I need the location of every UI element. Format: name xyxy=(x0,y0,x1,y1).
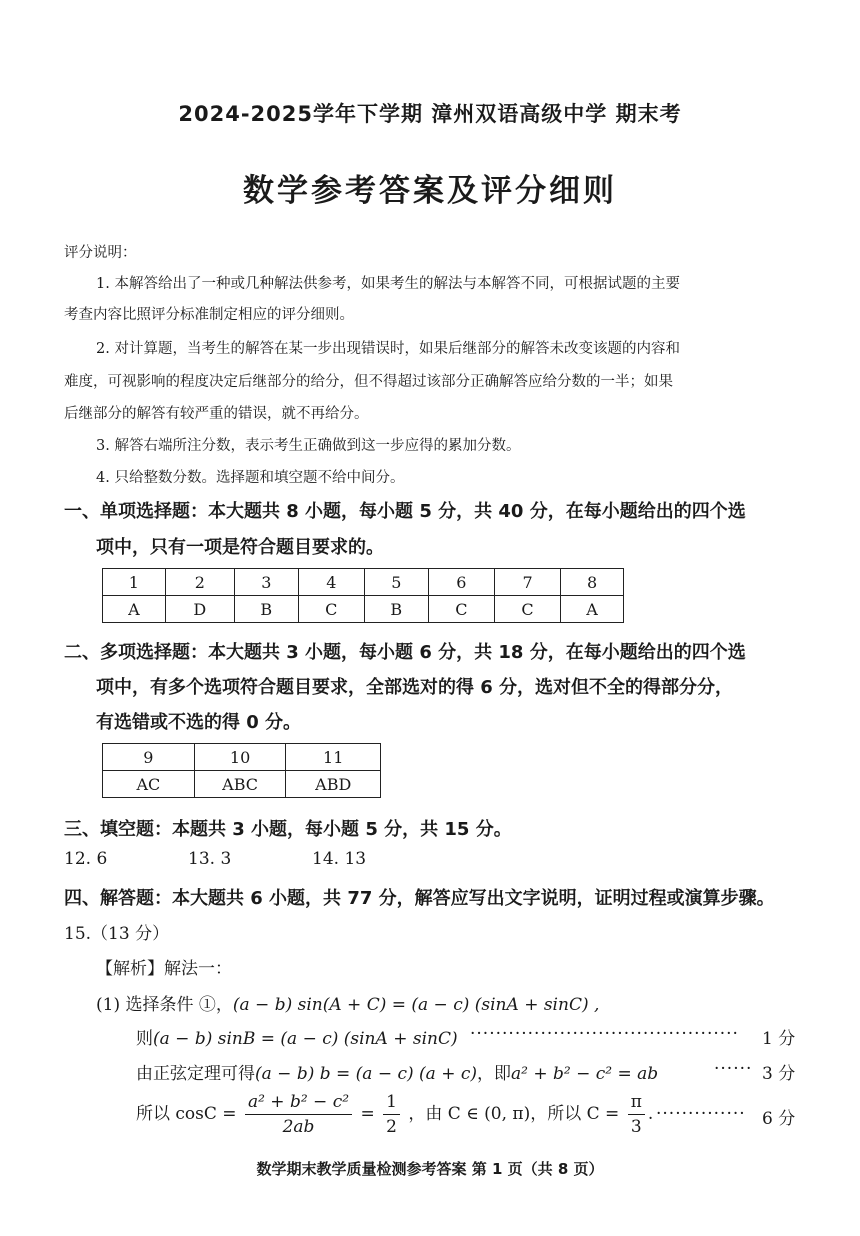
step-text: . xyxy=(647,1104,654,1124)
formula: (a − b) b = (a − c) (a + c) xyxy=(255,1064,478,1084)
answer-cell: C xyxy=(494,596,560,623)
section2-number-row xyxy=(103,744,381,771)
note-2a: 2. 对计算题，当考生的解答在某一步出现错误时，如果后继部分的解答未改变该题的内容和 xyxy=(96,341,680,357)
note-1a: 1. 本解答给出了一种或几种解法供参考，如果考生的解法与本解答不同，可根据试题的主要 xyxy=(96,276,680,292)
question-number: 3 xyxy=(234,569,298,596)
dot-leader: ·············· xyxy=(656,1104,746,1124)
question-number: 8 xyxy=(561,569,624,596)
section3-heading: 三、填空题：本题共 3 小题，每小题 5 分，共 15 分。 xyxy=(64,819,512,840)
question-number: 6 xyxy=(428,569,494,596)
formula: (a − b) sin(A + C) = (a − c) (sinA + sinC) , xyxy=(232,995,600,1015)
fraction-numerator: π xyxy=(628,1090,645,1115)
step-text: 所以 cosC = xyxy=(136,1104,237,1124)
notes-heading: 评分说明： xyxy=(64,245,137,261)
fraction-numerator: 1 xyxy=(383,1090,400,1115)
answer-cell: C xyxy=(298,596,364,623)
question-15-label: 15.（13 分） xyxy=(64,924,170,944)
dot-leader: ······ xyxy=(714,1059,753,1079)
answer-cell: B xyxy=(234,596,298,623)
solution-label: 【解析】解法一： xyxy=(96,959,232,979)
section1-heading-line1: 一、单项选择题：本大题共 8 小题，每小题 5 分，共 40 分，在每小题给出的四个选 xyxy=(64,501,746,522)
fraction-cosine xyxy=(245,1090,352,1139)
section2-heading-line1: 二、多项选择题：本大题共 3 小题，每小题 6 分，共 18 分，在每小题给出的四个选 xyxy=(64,642,746,663)
question-number: 4 xyxy=(298,569,364,596)
section1-heading-line2: 项中，只有一项是符合题目要求的。 xyxy=(96,537,384,558)
step-text: (1) 选择条件 ①， xyxy=(96,995,233,1015)
answer-cell: B xyxy=(364,596,428,623)
score-3: 3 分 xyxy=(762,1064,796,1084)
step-text: ，即 xyxy=(477,1064,512,1084)
section2-answer-row xyxy=(103,771,381,798)
score-6: 6 分 xyxy=(762,1109,796,1129)
question-number: 7 xyxy=(494,569,560,596)
note-2b: 难度，可视影响的程度决定后继部分的给分，但不得超过该部分正确解答应给分数的一半；如果 xyxy=(64,374,673,390)
question-number: 5 xyxy=(364,569,428,596)
answer-14: 14. 13 xyxy=(312,849,367,869)
section2-heading-line2: 项中，有多个选项符合题目要求，全部选对的得 6 分，选对但不全的得部分分， xyxy=(96,677,734,698)
fraction-denominator: 2 xyxy=(386,1117,397,1137)
answer-cell: ABD xyxy=(286,771,381,798)
note-2c: 后继部分的解答有较严重的错误，就不再给分。 xyxy=(64,406,369,422)
step-text: 由正弦定理可得 xyxy=(136,1064,255,1084)
equals-sign: = xyxy=(360,1104,375,1124)
fraction-denominator: 3 xyxy=(630,1117,642,1137)
note-1b: 考查内容比照评分标准制定相应的评分细则。 xyxy=(64,307,354,323)
fraction-numerator: a² + b² − c² xyxy=(245,1090,352,1115)
solution-step-4 xyxy=(136,1090,653,1139)
answer-cell: AC xyxy=(103,771,195,798)
answer-cell: A xyxy=(561,596,624,623)
section4-heading: 四、解答题：本大题共 6 小题，共 77 分，解答应写出文字说明，证明过程或演算步骤。 xyxy=(64,888,775,909)
question-number: 9 xyxy=(103,744,195,771)
question-number: 10 xyxy=(194,744,286,771)
answer-cell: C xyxy=(428,596,494,623)
fraction-half xyxy=(383,1090,400,1139)
step-text: 则 xyxy=(136,1029,153,1049)
fraction-denominator: 2ab xyxy=(282,1117,315,1137)
section2-answer-table xyxy=(102,743,381,798)
page-footer: 数学期末教学质量检测参考答案 第 1 页（共 8 页） xyxy=(256,1160,604,1178)
question-number: 11 xyxy=(286,744,381,771)
answer-cell: D xyxy=(165,596,234,623)
answer-cell: A xyxy=(103,596,166,623)
section1-answer-row xyxy=(103,596,624,623)
fraction-pi-third xyxy=(628,1090,645,1139)
dot-leader: ·········································· xyxy=(470,1024,739,1044)
step-text: ，由 C ∈ (0, π)，所以 C = xyxy=(408,1104,620,1124)
answer-cell: ABC xyxy=(194,771,286,798)
section2-heading-line3: 有选错或不选的得 0 分。 xyxy=(96,712,302,733)
formula: a² + b² − c² = ab xyxy=(511,1064,659,1084)
score-1: 1 分 xyxy=(762,1029,796,1049)
note-4: 4. 只给整数分数。选择题和填空题不给中间分。 xyxy=(96,470,405,486)
answer-13: 13. 3 xyxy=(188,849,232,869)
solution-step-2 xyxy=(136,1024,458,1049)
solution-step-1 xyxy=(96,990,599,1015)
note-3: 3. 解答右端所注分数，表示考生正确做到这一步应得的累加分数。 xyxy=(96,438,521,454)
answer-12: 12. 6 xyxy=(64,849,108,869)
section1-answer-table xyxy=(102,568,624,623)
section1-number-row xyxy=(103,569,624,596)
formula: (a − b) sinB = (a − c) (sinA + sinC) xyxy=(153,1029,458,1049)
exam-header: 2024-2025学年下学期 漳州双语高级中学 期末考 xyxy=(178,102,682,126)
solution-step-3 xyxy=(136,1059,658,1084)
question-number: 1 xyxy=(103,569,166,596)
question-number: 2 xyxy=(165,569,234,596)
page-title: 数学参考答案及评分细则 xyxy=(243,173,617,209)
